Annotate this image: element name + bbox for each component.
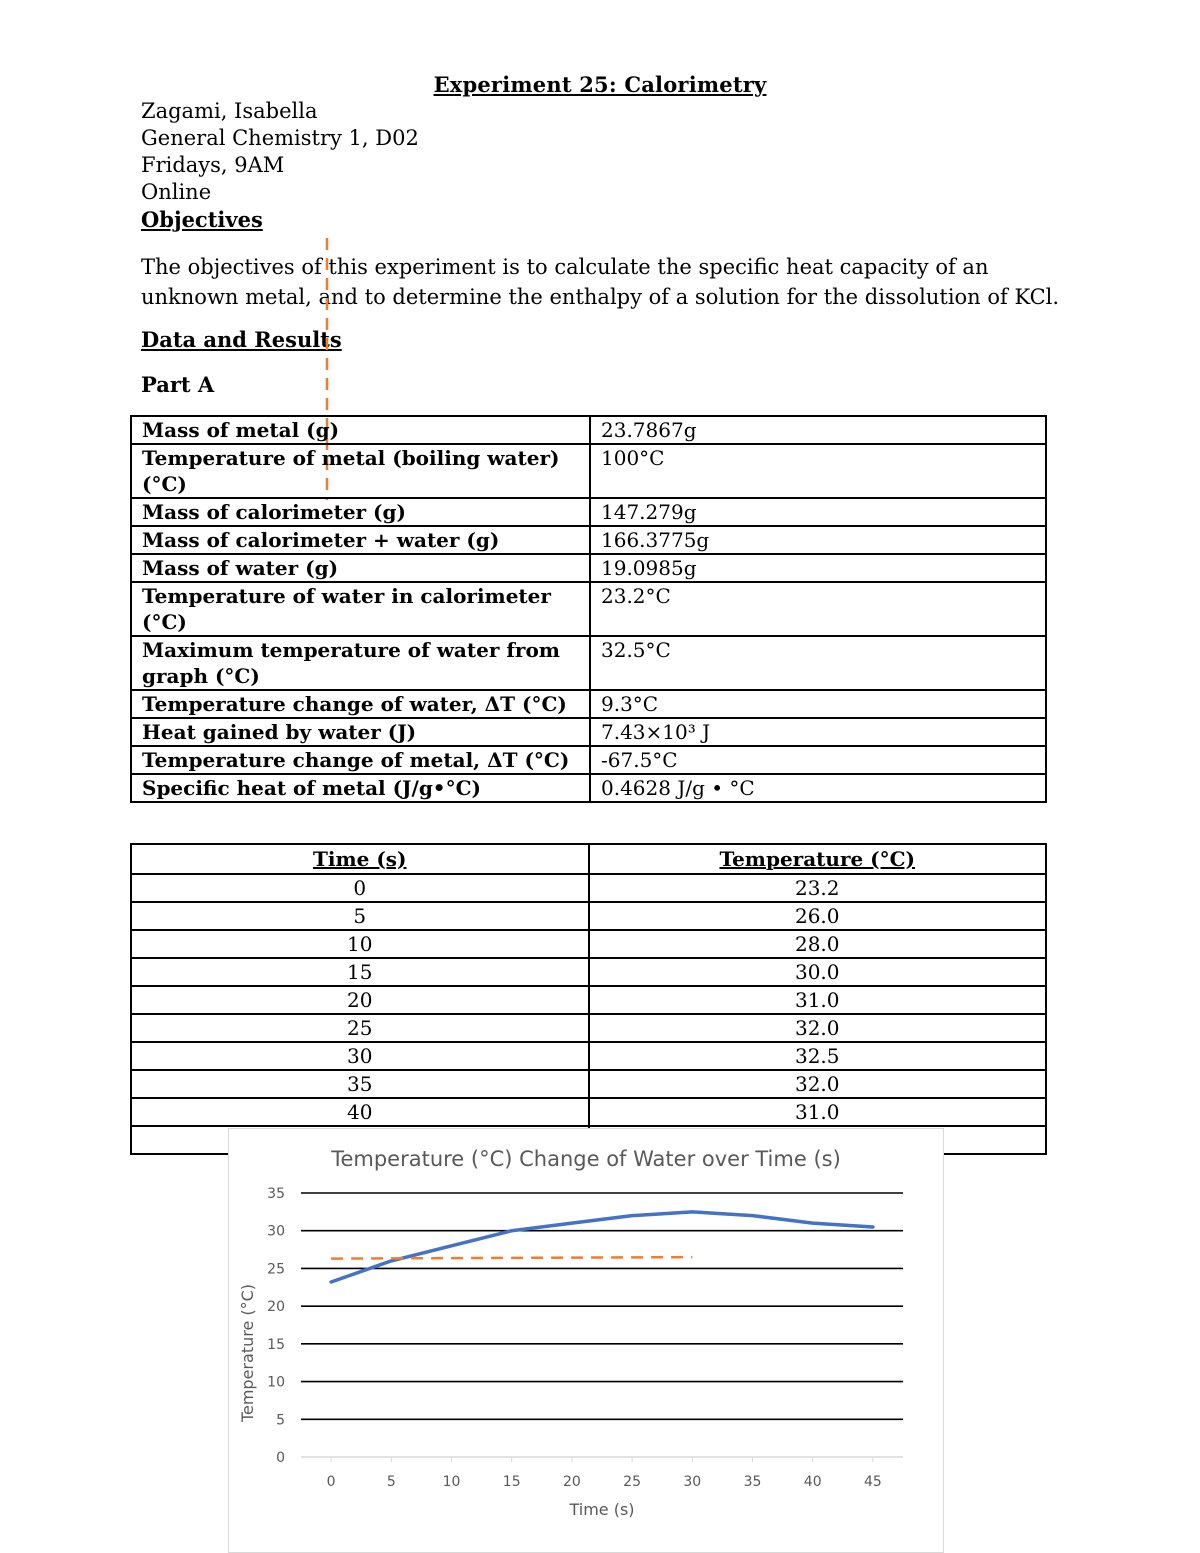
part-a-data-table	[130, 415, 1047, 803]
temperature-series-line	[331, 1212, 873, 1282]
time-cell: 15	[131, 958, 589, 986]
time-cell: 20	[131, 986, 589, 1014]
y-axis-label: Temperature (°C)	[238, 1283, 257, 1423]
y-tick-label: 5	[276, 1412, 285, 1429]
row-value: 19.0985g	[590, 554, 1046, 582]
data-results-heading: Data and Results	[141, 327, 342, 352]
row-label: Temperature change of metal, ΔT (°C)	[131, 746, 590, 774]
y-tick-label: 35	[267, 1186, 285, 1202]
objectives-heading: Objectives	[141, 207, 263, 232]
class-time: Fridays, 9AM	[141, 153, 285, 177]
time-cell: 10	[131, 930, 589, 958]
row-value: 7.43×10³ J	[590, 718, 1046, 746]
row-value: 32.5°C	[590, 636, 1046, 690]
x-tick-label: 45	[863, 1474, 882, 1490]
row-label: Temperature change of water, ΔT (°C)	[131, 690, 590, 718]
time-cell: 35	[131, 1070, 589, 1098]
table-row	[131, 1014, 1046, 1042]
row-label: Mass of water (g)	[131, 554, 590, 582]
x-tick-label: 0	[326, 1474, 336, 1490]
table-row	[131, 930, 1046, 958]
y-tick-label: 25	[267, 1261, 285, 1278]
temperature-chart	[228, 1128, 944, 1553]
x-tick-label: 15	[502, 1474, 521, 1490]
table-row	[131, 444, 1046, 498]
row-value: 100°C	[590, 444, 1046, 498]
doc-title: Experiment 25: Calorimetry	[433, 72, 767, 97]
row-label: Specific heat of metal (J/g•°C)	[131, 774, 590, 802]
x-tick-label: 10	[442, 1474, 461, 1490]
time-column-header: Time (s)	[131, 844, 589, 874]
y-tick-label: 30	[267, 1223, 285, 1240]
author-name: Zagami, Isabella	[141, 99, 318, 123]
table-row	[131, 718, 1046, 746]
temperature-cell: 31.0	[589, 1098, 1047, 1126]
table-row	[131, 636, 1046, 690]
row-label: Mass of calorimeter (g)	[131, 498, 590, 526]
class-mode: Online	[141, 180, 212, 204]
row-label: Maximum temperature of water from graph (°C)	[131, 636, 590, 690]
x-tick-label: 30	[683, 1474, 702, 1490]
table-row	[131, 1042, 1046, 1070]
y-tick-label: 15	[267, 1336, 285, 1353]
row-value: 147.279g	[590, 498, 1046, 526]
time-cell: 25	[131, 1014, 589, 1042]
temperature-cell: 26.0	[589, 902, 1047, 930]
x-tick-label: 40	[803, 1474, 822, 1490]
course-name: General Chemistry 1, D02	[141, 126, 419, 150]
temperature-cell: 23.2	[589, 874, 1047, 902]
y-tick-label: 10	[267, 1374, 285, 1391]
x-axis-label: Time (s)	[569, 1500, 635, 1519]
table-row	[131, 874, 1046, 902]
temperature-cell: 32.0	[589, 1014, 1047, 1042]
row-label: Temperature of metal (boiling water) (°C)	[131, 444, 590, 498]
y-tick-label: 0	[276, 1450, 285, 1466]
table-row	[131, 746, 1046, 774]
part-a-heading: Part A	[141, 372, 215, 397]
chart-title: Temperature (°C) Change of Water over Time (s)	[331, 1147, 841, 1171]
table-row	[131, 554, 1046, 582]
row-value: 0.4628 J/g • °C	[590, 774, 1046, 802]
time-cell: 0	[131, 874, 589, 902]
table-row	[131, 582, 1046, 636]
x-tick-label: 35	[743, 1474, 762, 1490]
row-label: Mass of metal (g)	[131, 416, 590, 444]
table-row	[131, 902, 1046, 930]
table-row	[131, 1098, 1046, 1126]
temperature-cell: 32.5	[589, 1042, 1047, 1070]
temperature-cell: 31.0	[589, 986, 1047, 1014]
table-row	[131, 958, 1046, 986]
row-label: Heat gained by water (J)	[131, 718, 590, 746]
row-label: Mass of calorimeter + water (g)	[131, 526, 590, 554]
row-value: 23.7867g	[590, 416, 1046, 444]
time-temperature-table	[130, 843, 1047, 1155]
table-row	[131, 498, 1046, 526]
row-value: -67.5°C	[590, 746, 1046, 774]
objectives-paragraph: The objectives of this experiment is to calculate the specific heat capacity of an unknown metal, and to determine the enthalpy of a solution for the dissolution of KCl.	[141, 255, 1060, 309]
table-row	[131, 526, 1046, 554]
row-value: 23.2°C	[590, 582, 1046, 636]
x-tick-label: 25	[623, 1474, 642, 1490]
chart-plot-area	[229, 1129, 943, 1552]
table-row	[131, 774, 1046, 802]
row-value: 166.3775g	[590, 526, 1046, 554]
temperature-cell: 28.0	[589, 930, 1047, 958]
time-cell: 30	[131, 1042, 589, 1070]
temperature-column-header: Temperature (°C)	[589, 844, 1047, 874]
horizontal-dashed-annotation	[331, 1257, 692, 1259]
table-row	[131, 416, 1046, 444]
time-cell: 5	[131, 902, 589, 930]
x-tick-label: 20	[562, 1474, 581, 1490]
time-cell: 40	[131, 1098, 589, 1126]
x-tick-label: 5	[386, 1474, 396, 1490]
row-label: Temperature of water in calorimeter (°C)	[131, 582, 590, 636]
table-row	[131, 986, 1046, 1014]
row-value: 9.3°C	[590, 690, 1046, 718]
temperature-cell: 32.0	[589, 1070, 1047, 1098]
table-row	[131, 1070, 1046, 1098]
temperature-cell: 30.0	[589, 958, 1047, 986]
table-row	[131, 690, 1046, 718]
y-tick-label: 20	[267, 1299, 285, 1316]
